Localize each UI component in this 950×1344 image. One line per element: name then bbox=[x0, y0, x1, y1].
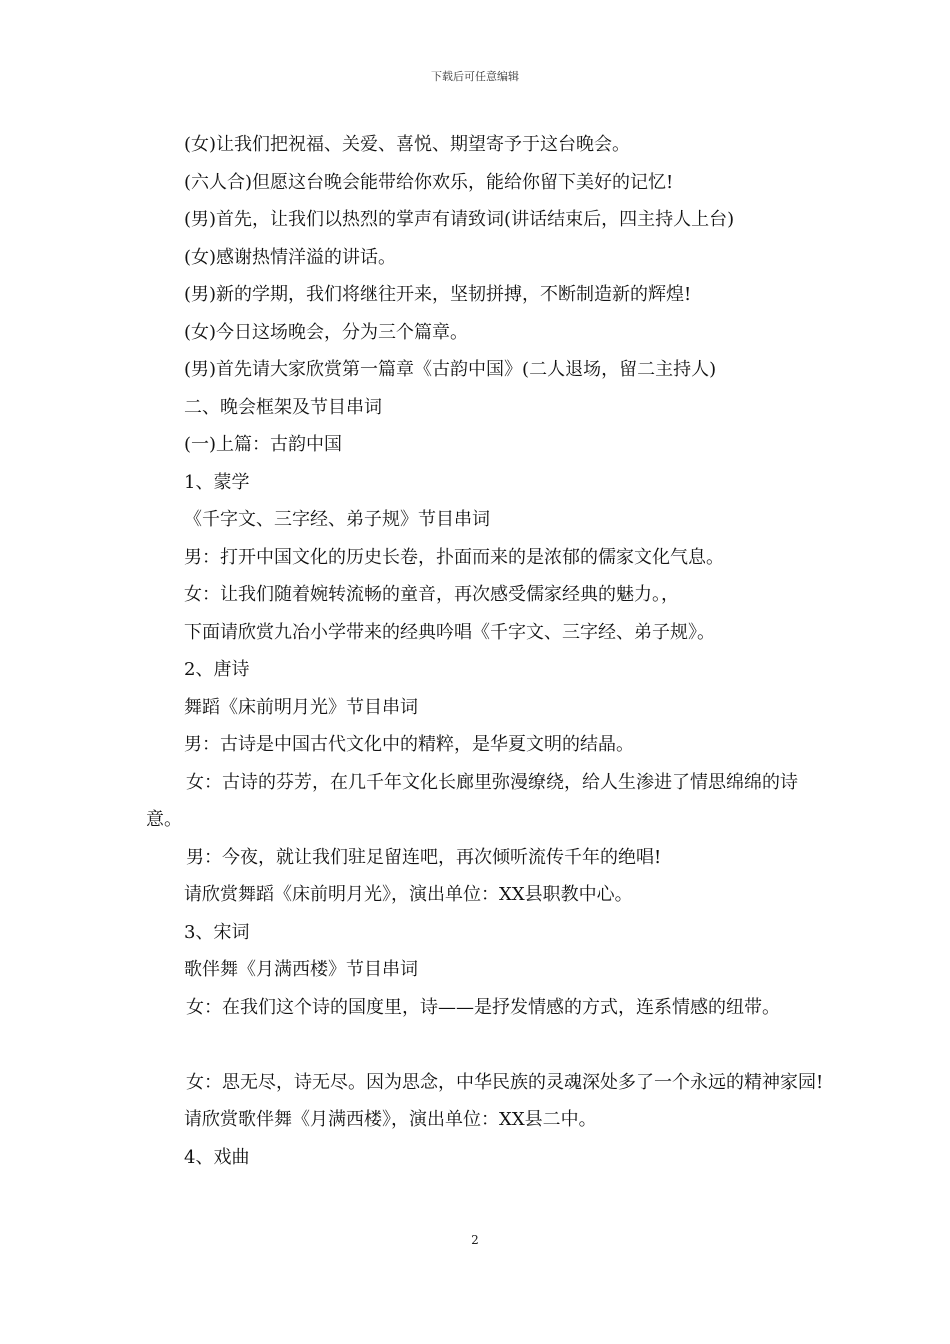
paragraph: 请欣赏歌伴舞《月满西楼》，演出单位：XX县二中。 bbox=[184, 1109, 597, 1130]
program-title: 歌伴舞《月满西楼》节目串词 bbox=[184, 959, 418, 980]
paragraph: (女)让我们把祝福、关爱、喜悦、期望寄予于这台晚会。 bbox=[184, 134, 631, 155]
paragraph: 下面请欣赏九冶小学带来的经典吟唱《千字文、三字经、弟子规》。 bbox=[184, 621, 715, 643]
section-heading: 二、晚会框架及节目串词 bbox=[184, 396, 382, 418]
paragraph: 男：古诗是中国古代文化中的精粹，是华夏文明的结晶。 bbox=[184, 734, 634, 755]
paragraph bbox=[146, 1064, 826, 1102]
paragraph: (男)首先，让我们以热烈的掌声有请致词(讲话结束后，四主持人上台) bbox=[184, 209, 735, 230]
item-heading: 1、蒙学 bbox=[184, 471, 250, 493]
paragraph: (女)感谢热情洋溢的讲话。 bbox=[184, 246, 397, 268]
paragraph-text: 女：古诗的芬芳，在几千年文化长廊里弥漫缭绕，给人生渗进了情思绵绵的诗意。 bbox=[146, 771, 798, 830]
blank-line bbox=[146, 1026, 826, 1064]
paragraph: 女：让我们随着婉转流畅的童音，再次感受儒家经典的魅力。， bbox=[184, 584, 679, 605]
subsection-heading: (一)上篇：古韵中国 bbox=[184, 434, 343, 455]
paragraph-text: 女：思无尽，诗无尽。因为思念，中华民族的灵魂深处多了一个永远的精神家园! bbox=[186, 1071, 824, 1093]
item-heading: 4、戏曲 bbox=[184, 1146, 250, 1168]
paragraph: (男)新的学期，我们将继往开来，坚韧拼搏，不断制造新的辉煌! bbox=[184, 284, 692, 305]
document-body bbox=[146, 126, 826, 1176]
page-number: 2 bbox=[471, 1233, 479, 1247]
paragraph bbox=[146, 764, 826, 839]
page-header: 下载后可任意编辑 bbox=[431, 70, 519, 83]
program-title: 《千字文、三字经、弟子规》节目串词 bbox=[184, 509, 490, 530]
program-title: 舞蹈《床前明月光》节目串词 bbox=[184, 696, 418, 718]
paragraph: 男：打开中国文化的历史长卷，扑面而来的是浓郁的儒家文化气息。 bbox=[184, 546, 724, 568]
item-heading: 3、宋词 bbox=[184, 921, 250, 943]
paragraph: 男：今夜，就让我们驻足留连吧，再次倾听流传千年的绝唱! bbox=[186, 846, 662, 868]
paragraph: (男)首先请大家欣赏第一篇章《古韵中国》(二人退场，留二主持人) bbox=[184, 359, 717, 380]
paragraph: 女：在我们这个诗的国度里，诗——是抒发情感的方式，连系情感的纽带。 bbox=[186, 996, 780, 1018]
item-heading: 2、唐诗 bbox=[184, 659, 250, 680]
paragraph: (六人合)但愿这台晚会能带给你欢乐，能给你留下美好的记忆! bbox=[184, 171, 674, 193]
paragraph: (女)今日这场晚会，分为三个篇章。 bbox=[184, 321, 469, 343]
paragraph: 请欣赏舞蹈《床前明月光》，演出单位：XX县职教中心。 bbox=[184, 884, 633, 905]
